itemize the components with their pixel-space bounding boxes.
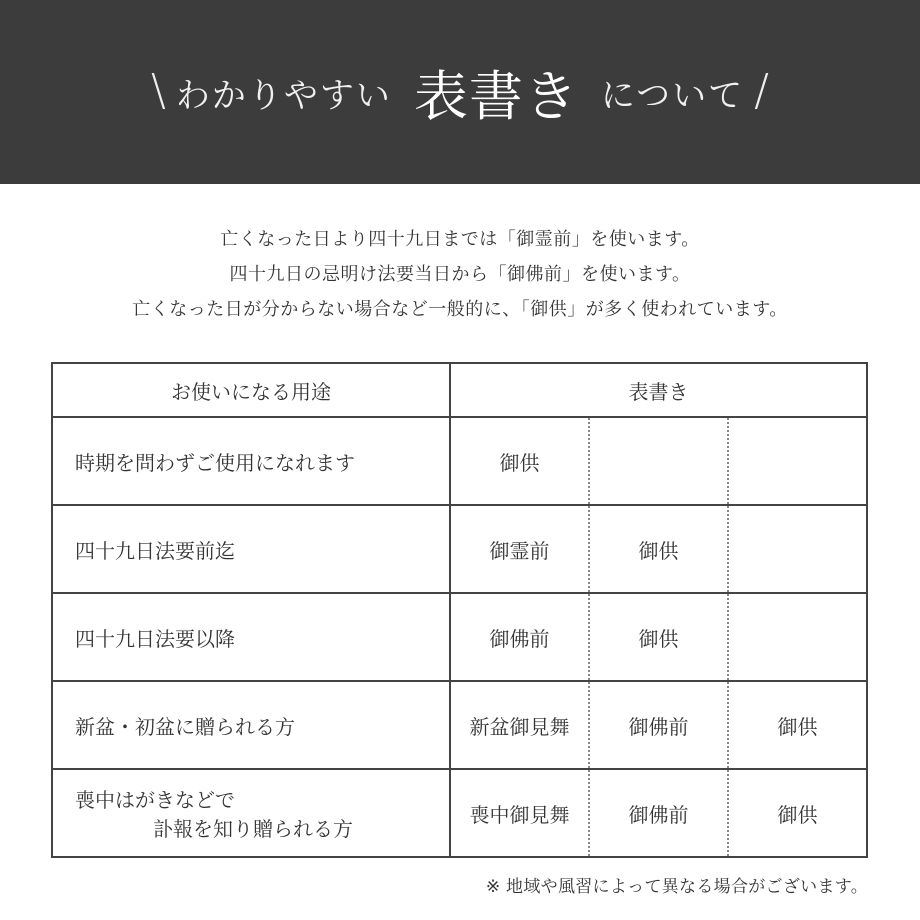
intro-line: 亡くなった日が分からない場合など一般的に、「御供」が多く使われています。 [132,299,788,320]
omotegaki-cell [589,417,728,505]
omotegaki-cell: 御供 [589,593,728,681]
omotegaki-cell: 御佛前 [450,593,589,681]
intro-line: 亡くなった日より四十九日までは「御霊前」を使います。 [220,229,700,250]
right-slash-decoration: / [754,64,769,116]
footnote: ※ 地域や風習によって異なる場合がございます。 [485,877,868,897]
omotegaki-cell [728,505,867,593]
usage-line: 訃報を知り贈られる方 [153,817,353,841]
table-row [52,769,867,857]
table-row [52,417,867,505]
table-row [52,593,867,681]
omotegaki-cell: 喪中御見舞 [450,769,589,857]
omotegaki-cell: 御佛前 [589,769,728,857]
table-row [52,505,867,593]
usage-table [51,362,868,858]
table-row [52,681,867,769]
omotegaki-cell [728,417,867,505]
usage-cell [52,769,450,857]
usage-cell: 四十九日法要以降 [52,593,450,681]
usage-cell: 時期を問わずご使用になれます [52,417,450,505]
omotegaki-cell [728,593,867,681]
usage-line: 喪中はがきなどで [75,788,235,812]
left-slash-decoration: \ [151,64,166,116]
omotegaki-cell: 御供 [728,769,867,857]
table-header-row [52,363,867,417]
omotegaki-cell: 御佛前 [589,681,728,769]
omotegaki-cell: 新盆御見舞 [450,681,589,769]
intro-text [0,222,920,327]
banner-prefix: わかりやすい [175,75,392,116]
header-usage: お使いになる用途 [52,363,450,417]
banner-main-title: 表書き [413,64,579,128]
header-omotegaki: 表書き [450,363,867,417]
omotegaki-cell: 御供 [728,681,867,769]
omotegaki-cell: 御供 [589,505,728,593]
banner-suffix: について [600,75,745,116]
title-banner [0,0,920,184]
omotegaki-cell: 御供 [450,417,589,505]
omotegaki-cell: 御霊前 [450,505,589,593]
usage-cell: 四十九日法要前迄 [52,505,450,593]
usage-cell: 新盆・初盆に贈られる方 [52,681,450,769]
intro-line: 四十九日の忌明け法要当日から「御佛前」を使います。 [229,264,691,285]
